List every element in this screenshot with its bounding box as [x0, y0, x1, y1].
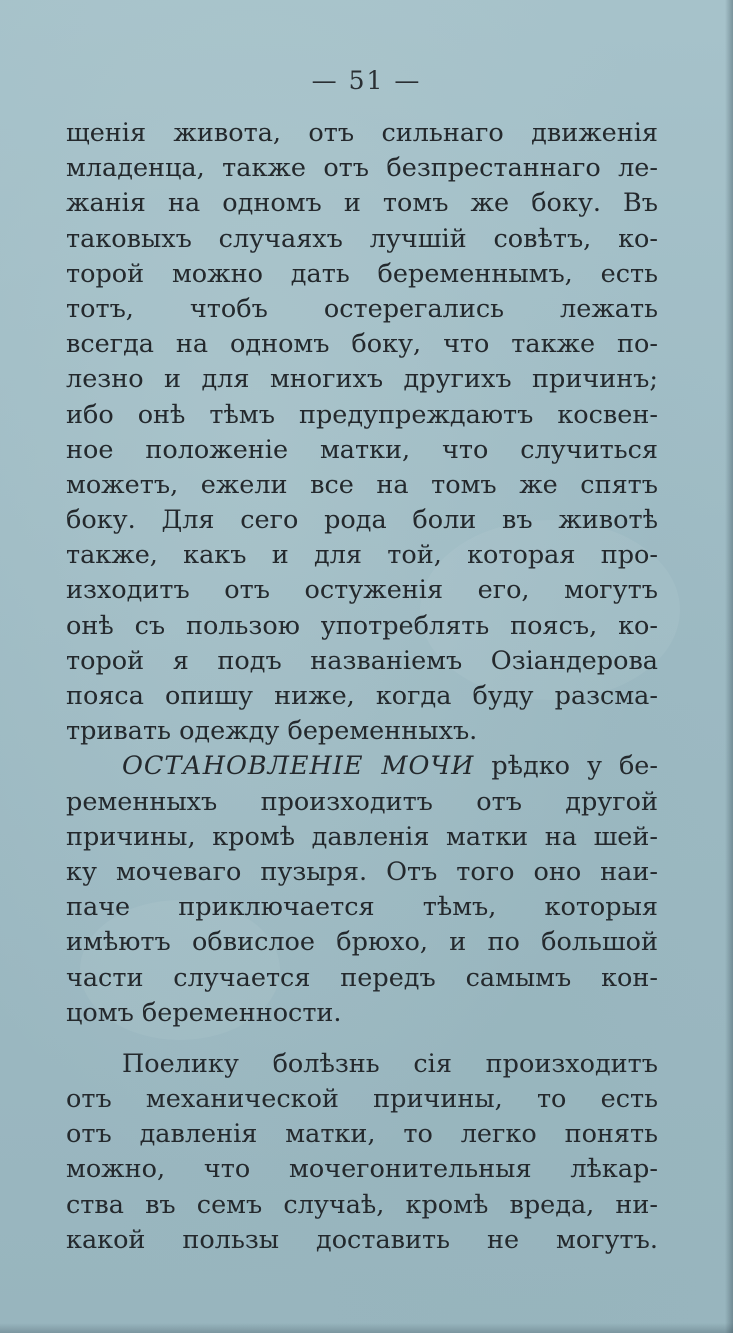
text-line: торой можно дать беременнымъ, есть — [66, 258, 658, 289]
text-line: какой пользы доставить не могутъ. — [66, 1224, 658, 1255]
page-number: — 51 — — [311, 66, 422, 95]
text-line: отъ механической причины, то есть — [66, 1084, 658, 1115]
paragraph-gap — [66, 1031, 658, 1047]
text-line: младенца, также отъ безпрестаннаго ле- — [66, 153, 658, 184]
text-line: имѣютъ обвислое брюхо, и по большой — [66, 927, 658, 958]
text-line: также, какъ и для той, которая про- — [66, 540, 658, 571]
text-line: ременныхъ произходитъ отъ другой — [66, 786, 658, 817]
text-line: тривать одежду беременныхъ. — [66, 716, 478, 747]
page-edge-shadow — [0, 1323, 733, 1333]
text-line: пояса опишу ниже, когда буду разсма- — [66, 681, 658, 711]
text-line: лезно и для многихъ другихъ причинъ; — [66, 364, 658, 395]
paragraph-first-line — [66, 749, 658, 784]
text-line: онѣ съ пользою употреблять поясъ, ко- — [66, 610, 658, 641]
text-line: изходитъ отъ остуженія его, могутъ — [66, 575, 658, 606]
text-line: таковыхъ случаяхъ лучшій совѣтъ, ко- — [66, 223, 658, 254]
text-line: можно, что мочегонительныя лѣкар- — [66, 1154, 658, 1185]
text-line: паче приключается тѣмъ, которыя — [66, 892, 658, 923]
text-line: можетъ, ежели все на томъ же спятъ — [66, 469, 658, 500]
body-text — [66, 116, 658, 1258]
text-fragment: рѣдко у бе- — [491, 751, 658, 782]
text-line: части случается передъ самымъ кон- — [66, 962, 658, 993]
text-line: жанія на одномъ и томъ же боку. Въ — [66, 188, 658, 219]
text-line: отъ давленія матки, то легко понять — [66, 1119, 658, 1150]
text-line: боку. Для сего рода боли въ животѣ — [66, 505, 658, 536]
text-line: ства въ семъ случаѣ, кромѣ вреда, ни- — [66, 1189, 658, 1220]
text-line: ибо онѣ тѣмъ предупреждаютъ косвен- — [66, 399, 658, 430]
text-line: ное положеніе матки, что случиться — [66, 434, 658, 465]
text-line: Поелику болѣзнь сія произходитъ — [122, 1048, 658, 1079]
text-line: всегда на одномъ боку, что также по- — [66, 329, 658, 360]
text-line: торой я подъ названіемъ Озіандерова — [66, 645, 658, 676]
page-edge-shadow — [725, 0, 733, 1333]
text-line: причины, кромѣ давленія матки на шей- — [66, 821, 658, 852]
section-heading: ОСТАНОВЛЕНІЕ МОЧИ — [122, 751, 475, 782]
text-line: цомъ беременности. — [66, 997, 342, 1028]
text-line: тотъ, чтобъ остерегались лежать — [66, 293, 658, 324]
text-line: щенія живота, отъ сильнаго движенія — [66, 118, 658, 148]
text-line: ку мочеваго пузыря. Отъ того оно наи- — [66, 856, 658, 887]
